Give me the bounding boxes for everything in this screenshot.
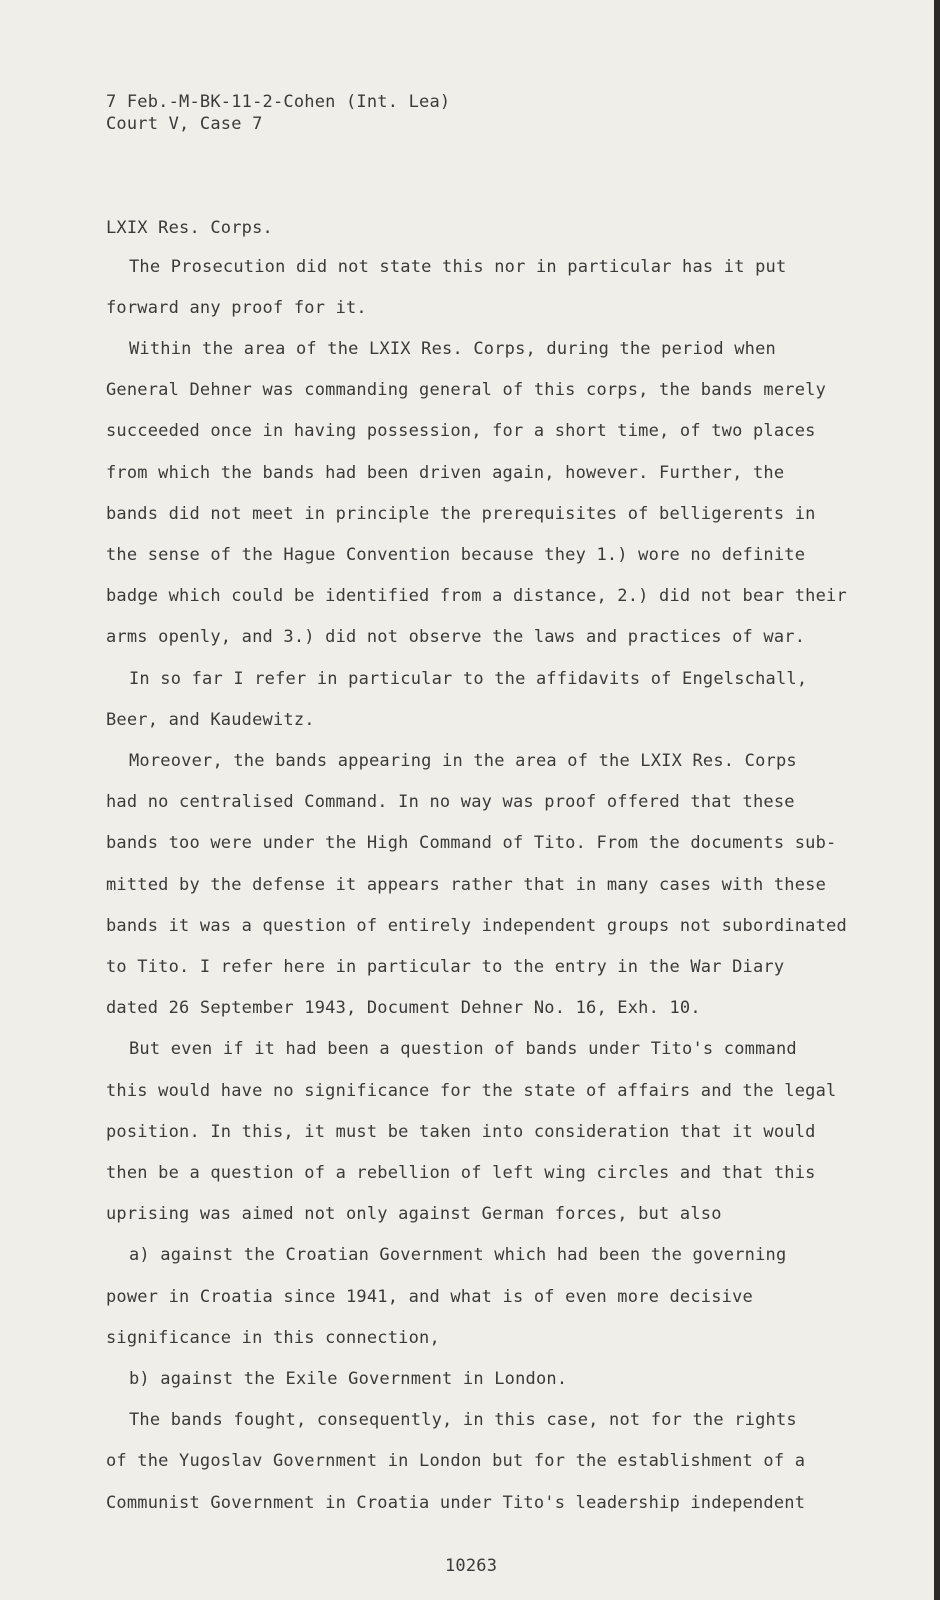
body-line: bands did not meet in principle the prerequisites of belligerents in (106, 504, 816, 524)
court-case: Court V, Case 7 (106, 114, 263, 134)
body-line: But even if it had been a question of bands under Tito's command (129, 1039, 797, 1059)
body-line: succeeded once in having possession, for a short time, of two places (106, 421, 816, 441)
body-line: arms openly, and 3.) did not observe the laws and practices of war. (106, 627, 806, 647)
body-line: Communist Government in Croatia under Tito's leadership independent (106, 1493, 806, 1513)
body-line: forward any proof for it. (106, 298, 367, 318)
body-line: The Prosecution did not state this nor in particular has it put (129, 257, 787, 277)
section-title: LXIX Res. Corps. (106, 218, 273, 238)
body-line: In so far I refer in particular to the affidavits of Engelschall, (129, 669, 808, 689)
body-line: mitted by the defense it appears rather that in many cases with these (106, 875, 827, 895)
body-line: the sense of the Hague Convention because they 1.) wore no definite (106, 545, 806, 565)
body-line: a) against the Croatian Government which had been the governing (129, 1245, 787, 1265)
body-line: dated 26 September 1943, Document Dehner No. 16, Exh. 10. (106, 998, 701, 1018)
body-line: had no centralised Command. In no way was proof offered that these (106, 792, 795, 812)
body-line: Beer, and Kaudewitz. (106, 710, 315, 730)
body-line: Moreover, the bands appearing in the area of the LXIX Res. Corps (129, 751, 797, 771)
body-line: power in Croatia since 1941, and what is of even more decisive (106, 1287, 753, 1307)
body-line: to Tito. I refer here in particular to the entry in the War Diary (106, 957, 785, 977)
page-edge-border (934, 0, 940, 1600)
body-line: Within the area of the LXIX Res. Corps, during the period when (129, 339, 776, 359)
body-line: bands it was a question of entirely independent groups not subordinated (106, 916, 847, 936)
body-line: this would have no significance for the state of affairs and the legal (106, 1081, 837, 1101)
body-line: significance in this connection, (106, 1328, 440, 1348)
body-line: of the Yugoslav Government in London but for the establishment of a (106, 1451, 806, 1471)
page-number: 10263 (445, 1556, 498, 1576)
body-line: position. In this, it must be taken into consideration that it would (106, 1122, 816, 1142)
body-line: from which the bands had been driven again, however. Further, the (106, 463, 785, 483)
body-line: bands too were under the High Command of Tito. From the documents sub- (106, 833, 837, 853)
file-reference: 7 Feb.-M-BK-11-2-Cohen (Int. Lea) (106, 92, 451, 112)
body-line: b) against the Exile Government in London. (129, 1369, 568, 1389)
body-line: uprising was aimed not only against German forces, but also (106, 1204, 722, 1224)
body-line: General Dehner was commanding general of this corps, the bands merely (106, 380, 827, 400)
body-line: The bands fought, consequently, in this case, not for the rights (129, 1410, 797, 1430)
body-line: badge which could be identified from a distance, 2.) did not bear their (106, 586, 847, 606)
body-line: then be a question of a rebellion of left wing circles and that this (106, 1163, 816, 1183)
